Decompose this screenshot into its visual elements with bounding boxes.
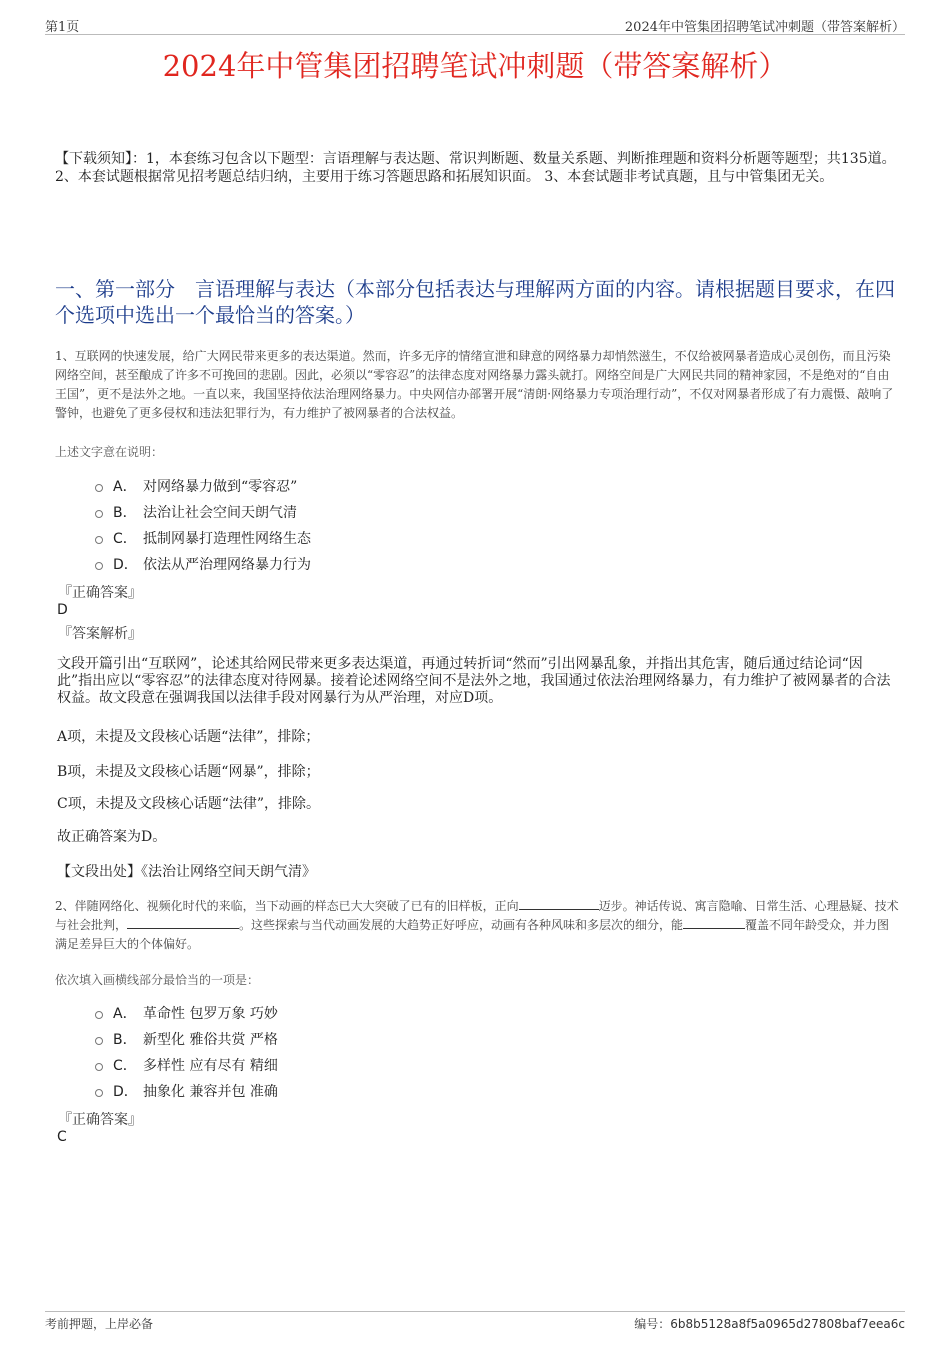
q1-answer-label: 『正确答案』 — [58, 585, 142, 601]
q1-option-a[interactable] — [95, 473, 311, 499]
q2-stem-part: 迈步。神话传说、寓言隐喻、日常生活、心理悬疑、技术与社会批判， — [55, 899, 899, 932]
q1-answer: D — [57, 602, 68, 618]
fill-blank[interactable] — [519, 897, 599, 910]
radio-icon[interactable] — [95, 1037, 103, 1045]
q1-options — [95, 473, 311, 577]
q1-analysis-line: A项，未提及文段核心话题“法律”，排除； — [57, 729, 320, 745]
q2-answer-label: 『正确答案』 — [58, 1112, 142, 1128]
q2-answer: C — [57, 1129, 67, 1145]
option-text: 法治让社会空间天朗气清 — [143, 505, 297, 521]
q1-option-d[interactable] — [95, 551, 311, 577]
q2-option-d[interactable] — [95, 1078, 278, 1104]
option-text: 抽象化 兼容并包 准确 — [143, 1084, 278, 1100]
page-number: 第1页 — [45, 20, 80, 35]
option-letter: D． — [113, 1084, 138, 1100]
q1-analysis: 文段开篇引出“互联网”，论述其给网民带来更多表达渠道，再通过转折词“然而”引出网暴乱象，并指出其危害，随后通过结论词“因此”指出应以“零容忍”的法律态度对待网暴。接着论述网络空间不是法外之地，我国通过依法治理网络暴力，有力维护了被网暴者的合法权益。故文段意在强调我国以法律手段对网暴行为从严治理，对应D项。 — [57, 656, 891, 706]
footer-slogan: 考前押题，上岸必备 — [45, 1317, 154, 1331]
option-letter: A． — [113, 1006, 137, 1022]
q1-analysis-label: 『答案解析』 — [58, 626, 142, 642]
q2-options — [95, 1000, 278, 1104]
radio-icon[interactable] — [95, 510, 103, 518]
radio-icon[interactable] — [95, 1011, 103, 1019]
q2-option-a[interactable] — [95, 1000, 278, 1026]
option-text: 新型化 雅俗共赏 严格 — [143, 1032, 278, 1048]
q1-option-b[interactable] — [95, 499, 311, 525]
radio-icon[interactable] — [95, 484, 103, 492]
q2-ask: 依次填入画横线部分最恰当的一项是： — [55, 973, 260, 987]
option-letter: D． — [113, 557, 138, 573]
option-text: 对网络暴力做到“零容忍” — [143, 479, 298, 495]
q1-stem: 1、互联网的快速发展，给广大网民带来更多的表达渠道。然而，许多无序的情绪宣泄和肆意的网络暴力却悄然滋生，不仅给被网暴者造成心灵创伤，而且污染网络空间，甚至酿成了许多不可挽回的悲剧。因此，必须以“零容忍”的法律态度对网络暴力露头就打。网络空间是广大网民共同的精神家园，不是绝对的“自由王国”，更不是法外之地。一直以来，我国坚持依法治理网络暴力。中央网信办部署开展“清朗·网络暴力专项治理行动”，不仅对网暴者形成了有力震慑、敲响了警钟，也避免了更多侵权和违法犯罪行为，有力维护了被网暴者的合法权益。 — [55, 349, 894, 420]
q1-ask: 上述文字意在说明： — [55, 445, 164, 459]
download-notice: 【下载须知】：1，本套练习包含以下题型：言语理解与表达题、常识判断题、数量关系题、判断推理题和资料分析题等题型；共135道。 2、本套试题根据常见招考题总结归纳，主要用于练习答题思路和拓展知识面。 3、本套试题非考试真题，且与中管集团无关。 — [55, 151, 896, 185]
q1-analysis-line: B项，未提及文段核心话题“网暴”，排除； — [57, 764, 320, 780]
q2-stem-part: 覆盖不同年龄受众，并力图满足差异巨大的个体偏好。 — [55, 918, 890, 951]
option-letter: C． — [113, 531, 137, 547]
q2-option-b[interactable] — [95, 1026, 278, 1052]
option-text: 依法从严治理网络暴力行为 — [143, 557, 311, 573]
q1-conclusion: 故正确答案为D。 — [57, 829, 167, 845]
header-doc-title: 2024年中管集团招聘笔试冲刺题（带答案解析） — [624, 20, 905, 35]
option-text: 革命性 包罗万象 巧妙 — [143, 1006, 278, 1022]
radio-icon[interactable] — [95, 536, 103, 544]
q2-stem — [55, 897, 900, 954]
header-divider — [45, 34, 905, 35]
footer-code-value: 6b8b5128a8f5a0965d27808baf7eea6c — [670, 1317, 905, 1331]
option-letter: C． — [113, 1058, 137, 1074]
fill-blank[interactable] — [683, 916, 745, 929]
footer-divider — [45, 1311, 905, 1312]
q2-option-c[interactable] — [95, 1052, 278, 1078]
option-letter: B． — [113, 505, 137, 521]
section-heading: 一、第一部分 言语理解与表达（本部分包括表达与理解两方面的内容。请根据题目要求，在四个选项中选出一个最恰当的答案。） — [55, 277, 895, 327]
q1-option-c[interactable] — [95, 525, 311, 551]
footer-code-label: 编号： — [634, 1317, 671, 1331]
radio-icon[interactable] — [95, 1089, 103, 1097]
radio-icon[interactable] — [95, 562, 103, 570]
radio-icon[interactable] — [95, 1063, 103, 1071]
q1-source: 【文段出处】《法治让网络空间天朗气清》 — [57, 864, 316, 880]
footer-code — [634, 1315, 905, 1332]
page-title: 2024年中管集团招聘笔试冲刺题（带答案解析） — [162, 49, 788, 83]
option-letter: A． — [113, 479, 137, 495]
option-text: 抵制网暴打造理性网络生态 — [143, 531, 311, 547]
option-text: 多样性 应有尽有 精细 — [143, 1058, 278, 1074]
q2-stem-part: 2、伴随网络化、视频化时代的来临，当下动画的样态已大大突破了已有的旧样板，正向 — [55, 899, 519, 913]
q1-analysis-line: C项，未提及文段核心话题“法律”，排除。 — [57, 796, 321, 812]
fill-blank[interactable] — [127, 916, 239, 929]
option-letter: B． — [113, 1032, 137, 1048]
q2-stem-part: 。这些探索与当代动画发展的大趋势正好呼应，动画有各种风味和多层次的细分，能 — [239, 918, 684, 932]
